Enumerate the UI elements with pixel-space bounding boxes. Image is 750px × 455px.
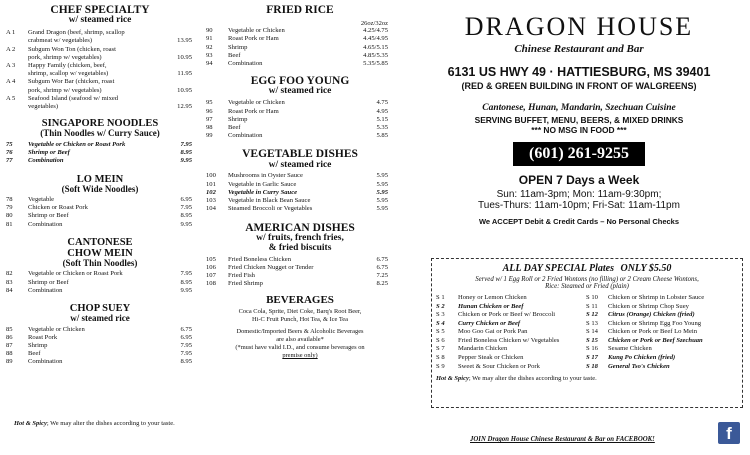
special-number: S 1 [436,294,445,301]
special-number: S 10 [586,294,598,301]
item-number: 75 [6,140,13,148]
special-number: S 9 [436,362,445,370]
item-name: Vegetable or Chicken [228,99,285,107]
item-price: 7.95 [180,270,192,278]
payment-note: We ACCEPT Debit & Credit Cards – No Personal Checks [478,217,680,226]
no-msg-note: *** NO MSG IN FOOD *** [531,125,627,135]
item-price: 13.95 [177,37,192,45]
item-name: pork, shrimp w/ vegetables) [28,86,102,94]
spacer [6,54,28,62]
special-name: Chicken or Pork or Beef w/ Broccoli [458,311,556,319]
menu-item [6,350,192,358]
menu-item [206,99,388,107]
special-row [436,311,742,320]
hot-spicy-lead: Hot & Spicy [14,420,47,427]
special-number: S 7 [436,345,445,353]
special-name: General Tso's Chicken [608,362,670,370]
menu-item [6,46,192,54]
menu-item [6,326,192,334]
column-right [408,0,750,226]
open-days: OPEN 7 Days a Week [518,173,640,187]
beverage-line: premise only) [282,352,318,360]
section-title: CHOW MEIN [67,247,133,259]
special-name: Citrus (Orange) Chicken (fried) [608,311,695,319]
menu-item [6,221,192,229]
section-subtitle: w/ steamed rice [70,313,130,324]
special-name: Chicken or Shrimp Egg Foo Young [608,319,702,327]
special-row [436,294,742,303]
item-number: 79 [6,204,13,212]
item-price: 4.95 [376,107,388,115]
menu-item [6,157,192,165]
item-price: 9.95 [180,220,192,228]
item-number: 101 [206,180,216,188]
menu-item [206,205,388,213]
chef-list [0,29,200,111]
special-name: Hunan Chicken or Beef [458,302,524,310]
item-name: Combination [228,60,263,67]
item-number: 105 [206,255,216,263]
item-number: A 4 [6,78,16,86]
special-name: Sesame Chicken [608,345,652,353]
cantonese-list [0,270,200,295]
item-number: 81 [6,220,13,228]
special-desc: Served w/ 1 Egg Roll or 2 Fried Wontons (no filling) or 2 Cream Cheese Wontons, [475,276,699,283]
menu-item [6,29,192,37]
item-price: 5.15 [376,115,388,123]
special-desc: Rice: Steamed or Fried (plain) [545,283,629,290]
item-name: Beef [228,123,241,131]
special-row [436,303,742,312]
special-name: Chicken or Shrimp Chop Suey [608,302,689,310]
special-number: S 15 [586,336,598,344]
chop-suey-list [0,326,200,367]
special-name: Moo Goo Gai or Pork Pan [458,328,528,336]
item-name: Subgum Won Ton (chicken, roast [28,45,116,53]
item-number: 96 [206,107,213,115]
column-middle [200,0,400,360]
item-number: 85 [6,325,13,333]
special-name: Mandarin Chicken [458,345,508,353]
item-name: Vegetable [28,195,54,203]
special-price: ONLY $5.50 [620,263,672,274]
item-price: 4.25/4.75 [363,27,388,35]
beverage-list [200,308,400,360]
tagline: Chinese Restaurant and Bar [514,43,644,55]
item-name: Beef [28,350,41,358]
item-price: 8.95 [180,358,192,366]
item-name: Grand Dragon (beef, shrimp, scallop [28,29,125,37]
item-number: 77 [6,157,13,165]
special-row [436,328,742,337]
item-name: Shrimp or Beef [28,212,69,220]
item-price: 8.95 [180,278,192,286]
item-number: 91 [206,35,213,43]
item-number: 106 [206,263,216,271]
cuisine: Cantonese, Hunan, Mandarin, Szechuan Cuisine [482,103,676,113]
item-number: 76 [6,149,13,157]
menu-item [206,280,388,288]
spacer [6,70,28,78]
item-price: 4.65/5.15 [363,43,388,51]
restaurant-name: DRAGON HOUSE [464,12,694,41]
special-number: S 6 [436,336,445,344]
item-price: 6.95 [180,195,192,203]
special-number: S 4 [436,319,445,327]
item-number: 80 [6,212,13,220]
item-name: Fried Fish [228,272,255,280]
special-number: S 5 [436,328,445,336]
hot-spicy-text: ; We may alter the dishes according to your taste. [46,420,175,427]
facebook-icon[interactable]: f [718,422,740,444]
item-name: Roast Pork or Ham [228,107,279,115]
item-price: 7.95 [180,204,192,212]
special-row [436,337,742,346]
item-number: A 5 [6,94,16,102]
section-title: SINGAPORE NOODLES [41,118,159,130]
item-name: shrimp, scallop w/ vegetables) [28,70,109,78]
item-name: Happy Family (chicken, beef, [28,61,107,69]
item-number: A 1 [6,29,16,37]
item-number: 82 [6,270,13,278]
spacer [6,103,28,111]
menu-item [6,78,192,86]
item-number: 88 [6,350,13,358]
item-number: 84 [6,286,13,294]
item-price: 8.95 [180,149,192,157]
item-price: 5.35 [376,123,388,131]
menu-item [206,116,388,124]
item-price: 6.75 [180,325,192,333]
item-price: 8.25 [376,280,388,288]
section-subtitle: (Soft Wide Noodles) [61,183,139,194]
menu-item [206,124,388,132]
item-name: Fried Boneless Chicken [228,255,291,263]
menu-item-cont [6,103,192,111]
item-number: 99 [206,132,213,140]
special-number: S 12 [586,311,598,319]
special-name: Honey or Lemon Chicken [458,294,527,301]
item-name: Combination [228,132,263,140]
item-name: Vegetable or Chicken or Roast Pork [28,270,123,278]
item-price: 11.95 [177,70,192,78]
item-number: 90 [206,27,213,35]
special-row [436,345,742,354]
item-number: 83 [6,278,13,286]
item-number: 93 [206,51,213,59]
item-name: vegetables) [28,103,59,111]
special-number: S 2 [436,302,445,310]
special-number: S 16 [586,345,598,353]
item-price: 4.75 [376,99,388,107]
beverage-line: Hi-C Fruit Punch, Hot Tea, & Ice Tea [252,316,348,324]
menu-item [6,334,192,342]
menu-item [6,62,192,70]
item-number: 103 [206,197,216,205]
menu-item-cont [6,54,192,62]
menu-item [206,44,388,52]
spacer [6,37,28,45]
special-number: S 18 [586,362,598,370]
section-title: AMERICAN DISHES [245,221,355,234]
item-price: 5.95 [376,188,388,196]
menu-item [206,132,388,140]
item-name: Shrimp or Beef [28,278,69,286]
item-price: 10.95 [177,53,192,61]
menu-item [6,358,192,366]
item-name: Shrimp [228,115,248,123]
menu-item [206,189,388,197]
item-name: Vegetable in Curry Sauce [228,188,298,196]
lo-mein-list [0,196,200,229]
special-number: S 8 [436,353,445,361]
special-name: Curry Chicken or Beef [458,319,521,327]
item-number: 95 [206,99,213,107]
item-number: 98 [206,123,213,131]
item-name: Shrimp [228,43,248,51]
menu-item [206,264,388,272]
item-price: 10.95 [177,86,192,94]
item-number: 78 [6,195,13,203]
column-left [0,0,200,367]
menu-item [206,181,388,189]
item-price: 7.95 [180,342,192,350]
special-number: S 3 [436,311,445,319]
egg-foo-young-list [200,99,400,140]
serving-note: SERVING BUFFET, MENU, BEERS, & MIXED DRINKS [474,115,684,125]
item-price: 5.95 [376,197,388,205]
menu-item [206,35,388,43]
special-number: S 11 [586,302,598,310]
item-price [150,78,192,86]
special-row [436,363,742,372]
item-price: 6.75 [376,263,388,271]
phone-number[interactable]: (601) 261-9255 [513,142,645,166]
item-name: Fried Shrimp [228,280,263,288]
item-number: A 3 [6,61,16,69]
item-name: Seafood Island (seafood w/ mixed [28,94,119,102]
menu-item [206,172,388,180]
section-subtitle: w/ fruits, french fries, [256,232,344,243]
fried-rice-list [200,27,400,68]
menu-item [6,141,192,149]
item-price: 7.95 [180,350,192,358]
item-name: Fried Chicken Nugget or Tender [228,263,314,271]
section-subtitle: w/ steamed rice [268,86,332,97]
special-hot-note [432,375,742,382]
section-subtitle: (Soft Thin Noodles) [62,257,138,268]
item-number: 102 [206,188,216,196]
special-number: S 17 [586,353,598,361]
item-number: 87 [6,342,13,350]
item-price: 4.45/4.95 [363,35,388,43]
special-name: Chicken or Pork or Beef Szechuan [608,336,703,344]
item-price [150,95,192,103]
item-name: Shrimp or Beef [28,149,70,157]
menu-item [6,212,192,220]
item-price: 9.95 [180,286,192,294]
menu-item [6,149,192,157]
item-number: 107 [206,272,216,280]
item-price: 6.75 [376,255,388,263]
item-price [150,62,192,70]
singapore-list [0,141,200,166]
menu-item [6,204,192,212]
item-number: 89 [6,358,13,366]
item-name: Vegetable or Chicken [28,325,85,333]
item-price [150,29,192,37]
item-name: Beef [228,51,241,59]
item-name: Steamed Broccoli or Vegetables [228,205,313,213]
item-name: Subgum Wor Bar (chicken, roast [28,78,115,86]
hours-line-1: Sun: 11am-3pm; Mon: 11am-9:30pm; [496,189,662,200]
item-name: Vegetable in Garlic Sauce [228,180,297,188]
hot-spicy-lead: Hot & Spicy [436,375,469,383]
item-price: 5.95 [376,172,388,180]
item-number: 108 [206,280,216,288]
item-name: Mushrooms in Oyster Sauce [228,172,303,180]
special-name: Chicken or Shrimp in Lobster Sauce [608,294,705,301]
menu-item [6,270,192,278]
menu-item [206,60,388,68]
item-name: Roast Pork [28,333,58,341]
menu-item [206,108,388,116]
item-name: Combination [28,157,64,165]
menu-item [206,272,388,280]
item-name: Combination [28,358,63,366]
vegetable-dishes-list [200,172,400,213]
item-number: 104 [206,205,216,213]
menu-item [6,342,192,350]
item-number: 92 [206,43,213,51]
section-title: CHOP SUEY [69,303,131,315]
item-name: Roast Pork or Ham [228,35,279,43]
beverage-line: are also available* [276,336,324,344]
beverage-line: Domestic/Imported Beers & Alcoholic Beverages [236,328,364,336]
item-price: 4.85/5.35 [363,51,388,59]
item-name: Vegetable or Chicken or Roast Pork [28,140,126,148]
beverage-line: Coca Cola, Sprite, Diet Coke, Barq's Root Beer, [238,308,362,316]
menu-item [6,287,192,295]
section-title: VEGETABLE DISHES [242,148,358,161]
american-dishes-list [200,256,400,289]
menu-item-cont [6,87,192,95]
item-number: A 2 [6,45,16,53]
item-price: 5.35/5.85 [363,60,388,67]
section-title: LO MEIN [76,173,124,185]
item-price: 5.95 [376,180,388,188]
all-day-special-box [431,258,743,408]
item-price [150,46,192,54]
menu-item [206,27,388,35]
building-note: (RED & GREEN BUILDING IN FRONT OF WALGREENS) [461,81,697,91]
hot-spicy-note [14,420,175,427]
special-title: ALL DAY SPECIAL Plates [502,263,614,274]
item-price: 12.95 [177,103,192,111]
menu-item-cont [6,70,192,78]
special-number: S 14 [586,328,598,336]
menu-item [206,52,388,60]
special-name: Kung Po Chicken (fried) [608,353,676,361]
item-price: 6.95 [180,333,192,341]
item-price: 8.95 [180,212,192,220]
menu-item-cont [6,37,192,45]
section-subtitle: & fried biscuits [268,242,332,253]
item-name: Combination [28,286,63,294]
address: 6131 US HWY 49 · HATTIESBURG, MS 39401 [447,65,711,79]
item-name: Combination [28,220,63,228]
spacer [6,87,28,95]
section-title: CHEF SPECIALTY [50,4,150,16]
section-title: FRIED RICE [266,4,334,16]
item-price: 7.25 [376,272,388,280]
special-list [432,294,742,371]
special-row [436,320,742,329]
special-name: Sweet & Sour Chicken or Pork [458,362,540,370]
section-title: CANTONESE [67,236,133,248]
item-price: 9.95 [180,157,192,165]
menu-item [6,279,192,287]
item-name: Vegetable in Black Bean Sauce [228,197,311,205]
item-name: Vegetable or Chicken [228,27,285,35]
item-price: 5.85 [376,132,388,140]
item-name: pork, shrimp w/ vegetables) [28,53,102,61]
item-name: Shrimp [28,342,48,350]
section-title: BEVERAGES [266,293,334,306]
facebook-link[interactable]: JOIN Dragon House Chinese Restaurant & Bar on FACEBOOK! [470,436,655,443]
special-name: Pepper Steak or Chicken [458,353,524,361]
chef-specialty-section [0,4,200,111]
hot-spicy-text: ; We may alter the dishes according to your taste. [468,375,597,383]
size-header: 26oz/32oz [360,20,388,28]
item-name: Chicken or Roast Pork [28,204,88,212]
item-number: 94 [206,60,213,67]
item-name: crabmeat w/ vegetables) [28,37,93,45]
special-name: Chicken or Pork or Beef Lo Mein [608,328,697,336]
item-price: 5.95 [376,205,388,213]
section-subtitle: w/ steamed rice [68,15,132,26]
beverage-line: (*must have valid I.D., and consume beverages on [235,344,365,352]
menu-item [206,256,388,264]
section-subtitle: w/ steamed rice [268,159,332,170]
section-title: EGG FOO YOUNG [250,75,350,88]
menu-item [6,196,192,204]
item-price: 7.95 [180,140,192,148]
menu-item [6,95,192,103]
item-number: 86 [6,333,13,341]
menu-item [206,197,388,205]
special-row [436,354,742,363]
special-number: S 13 [586,319,598,327]
hours-line-2: Tues-Thurs: 11am-10pm; Fri-Sat: 11am-11pm [478,200,680,211]
special-heading [432,263,742,274]
item-number: 100 [206,172,216,180]
section-subtitle: (Thin Noodles w/ Curry Sauce) [40,128,160,139]
special-name: Fried Boneless Chicken w/ Vegetables [458,336,560,344]
item-number: 97 [206,115,213,123]
